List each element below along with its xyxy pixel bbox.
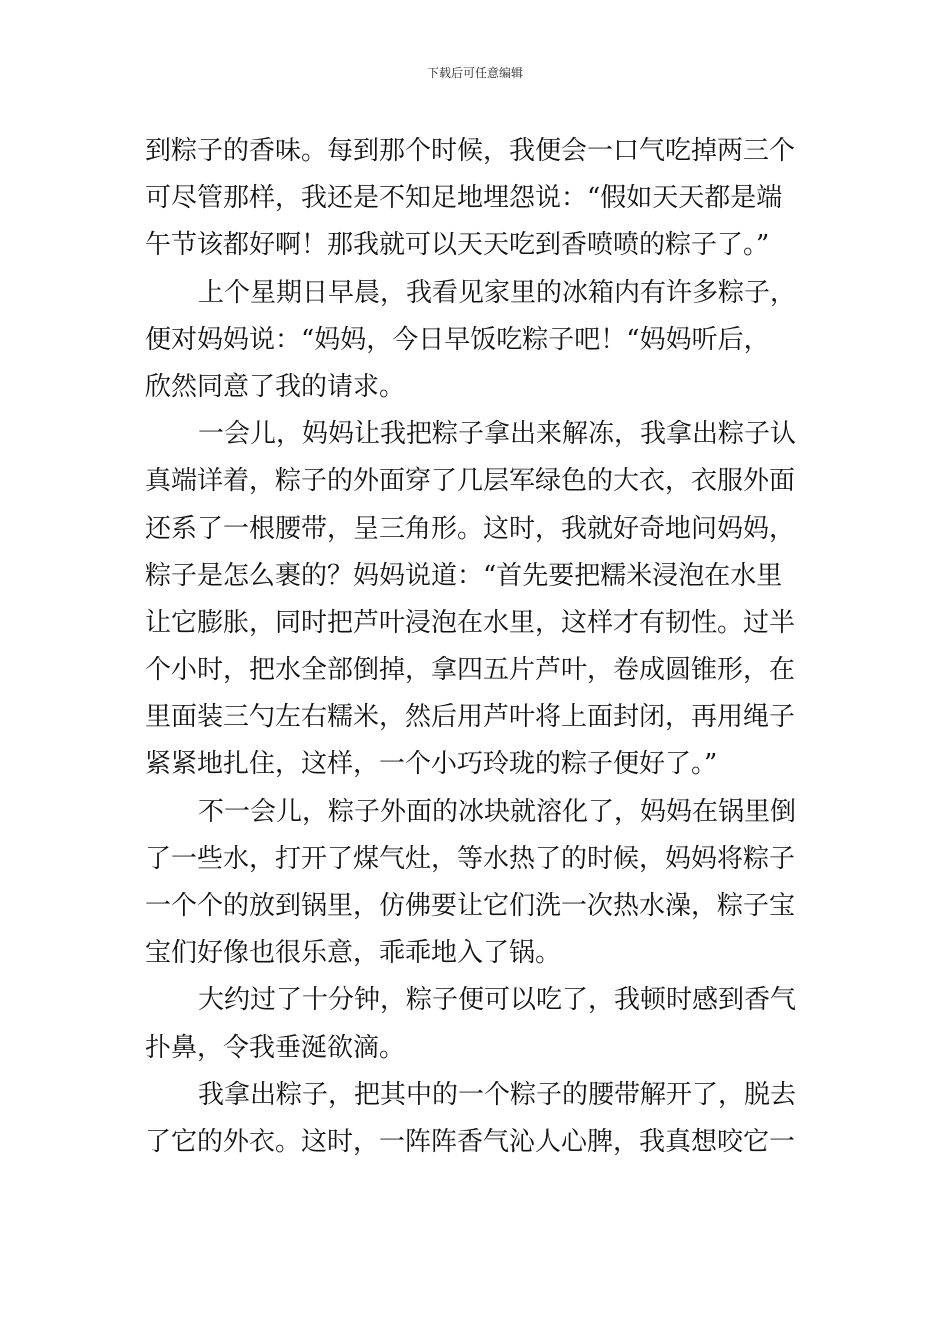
paragraph: [145, 411, 807, 789]
line-text: 了它的外衣。这时，一阵阵香气沁人心脾，我真想咬它一: [145, 1126, 796, 1157]
text-line: [145, 128, 807, 175]
text-line: [145, 1025, 807, 1072]
text-line: [145, 364, 807, 411]
text-line: [145, 694, 807, 741]
line-text: 一个个的放到锅里，仿佛要让它们洗一次热水澡，粽子宝: [145, 891, 796, 921]
paragraph: [145, 977, 807, 1071]
line-text: 可尽管那样，我还是不知足地埋怨说：“假如天天都是端: [145, 183, 783, 214]
line-text: 紧紧地扎住，这样，一个小巧玲珑的粽子便好了。”: [145, 749, 718, 780]
line-text: 个小时，把水全部倒掉，拿四五片芦叶，卷成圆锥形，在: [145, 655, 796, 686]
line-text: 不一会儿，粽子外面的冰块就溶化了，妈妈在锅里倒: [198, 796, 797, 827]
text-line: [145, 411, 807, 458]
line-text: 大约过了十分钟，粽子便可以吃了，我顿时感到香气: [198, 985, 797, 1016]
paragraph: [145, 789, 807, 978]
text-line: [145, 506, 807, 553]
text-line: [145, 647, 807, 694]
line-text: 便对妈妈说：“妈妈，今日早饭吃粽子吧！“妈妈听后，: [145, 324, 770, 355]
line-text: 扑鼻，令我垂涎欲滴。: [145, 1032, 406, 1063]
line-text: 粽子是怎么裹的？妈妈说道：“首先要把糯米浸泡在水里: [145, 560, 783, 591]
text-line: [145, 789, 807, 836]
paragraph: [145, 1072, 807, 1166]
page-header: 下载后可任意编辑: [426, 66, 523, 80]
text-line: [145, 977, 807, 1024]
line-text: 还系了一根腰带，呈三角形。这时，我就好奇地问妈妈，: [145, 513, 796, 544]
line-text: 欣然同意了我的请求。: [145, 371, 406, 402]
text-line: [145, 458, 807, 505]
line-text: 了一些水，打开了煤气灶，等水热了的时候，妈妈将粽子: [145, 843, 796, 874]
text-line: [145, 175, 807, 222]
text-line: [145, 600, 807, 647]
text-line: [145, 741, 807, 788]
line-text: 宝们好像也很乐意，乖乖地入了锅。: [145, 938, 562, 969]
text-line: [145, 883, 807, 930]
line-text: 我拿出粽子，把其中的一个粽子的腰带解开了，脱去: [198, 1079, 797, 1110]
text-line: [145, 1072, 807, 1119]
line-text: 午节该都好啊！那我就可以天天吃到香喷喷的粽子了。”: [145, 230, 770, 261]
line-text: 真端详着，粽子的外面穿了几层军绿色的大衣，衣服外面: [145, 466, 796, 497]
line-text: 让它膨胀，同时把芦叶浸泡在水里，这样才有韧性。过半: [145, 607, 796, 638]
text-line: [145, 270, 807, 317]
paragraph: [145, 128, 807, 270]
line-text: 里面装三勺左右糯米，然后用芦叶将上面封闭，再用绳子: [145, 702, 796, 733]
text-line: [145, 1119, 807, 1166]
text-line: [145, 836, 807, 883]
body-text: [145, 128, 807, 1166]
line-text: 到粽子的香味。每到那个时候，我便会一口气吃掉两三个: [145, 136, 796, 166]
text-line: [145, 930, 807, 977]
paragraph: [145, 270, 807, 412]
line-text: 一会儿，妈妈让我把粽子拿出来解冻，我拿出粽子认: [198, 419, 797, 450]
line-text: 上个星期日早晨，我看见家里的冰箱内有许多粽子，: [198, 277, 797, 308]
text-line: [145, 553, 807, 600]
text-line: [145, 222, 807, 269]
text-line: [145, 317, 807, 364]
